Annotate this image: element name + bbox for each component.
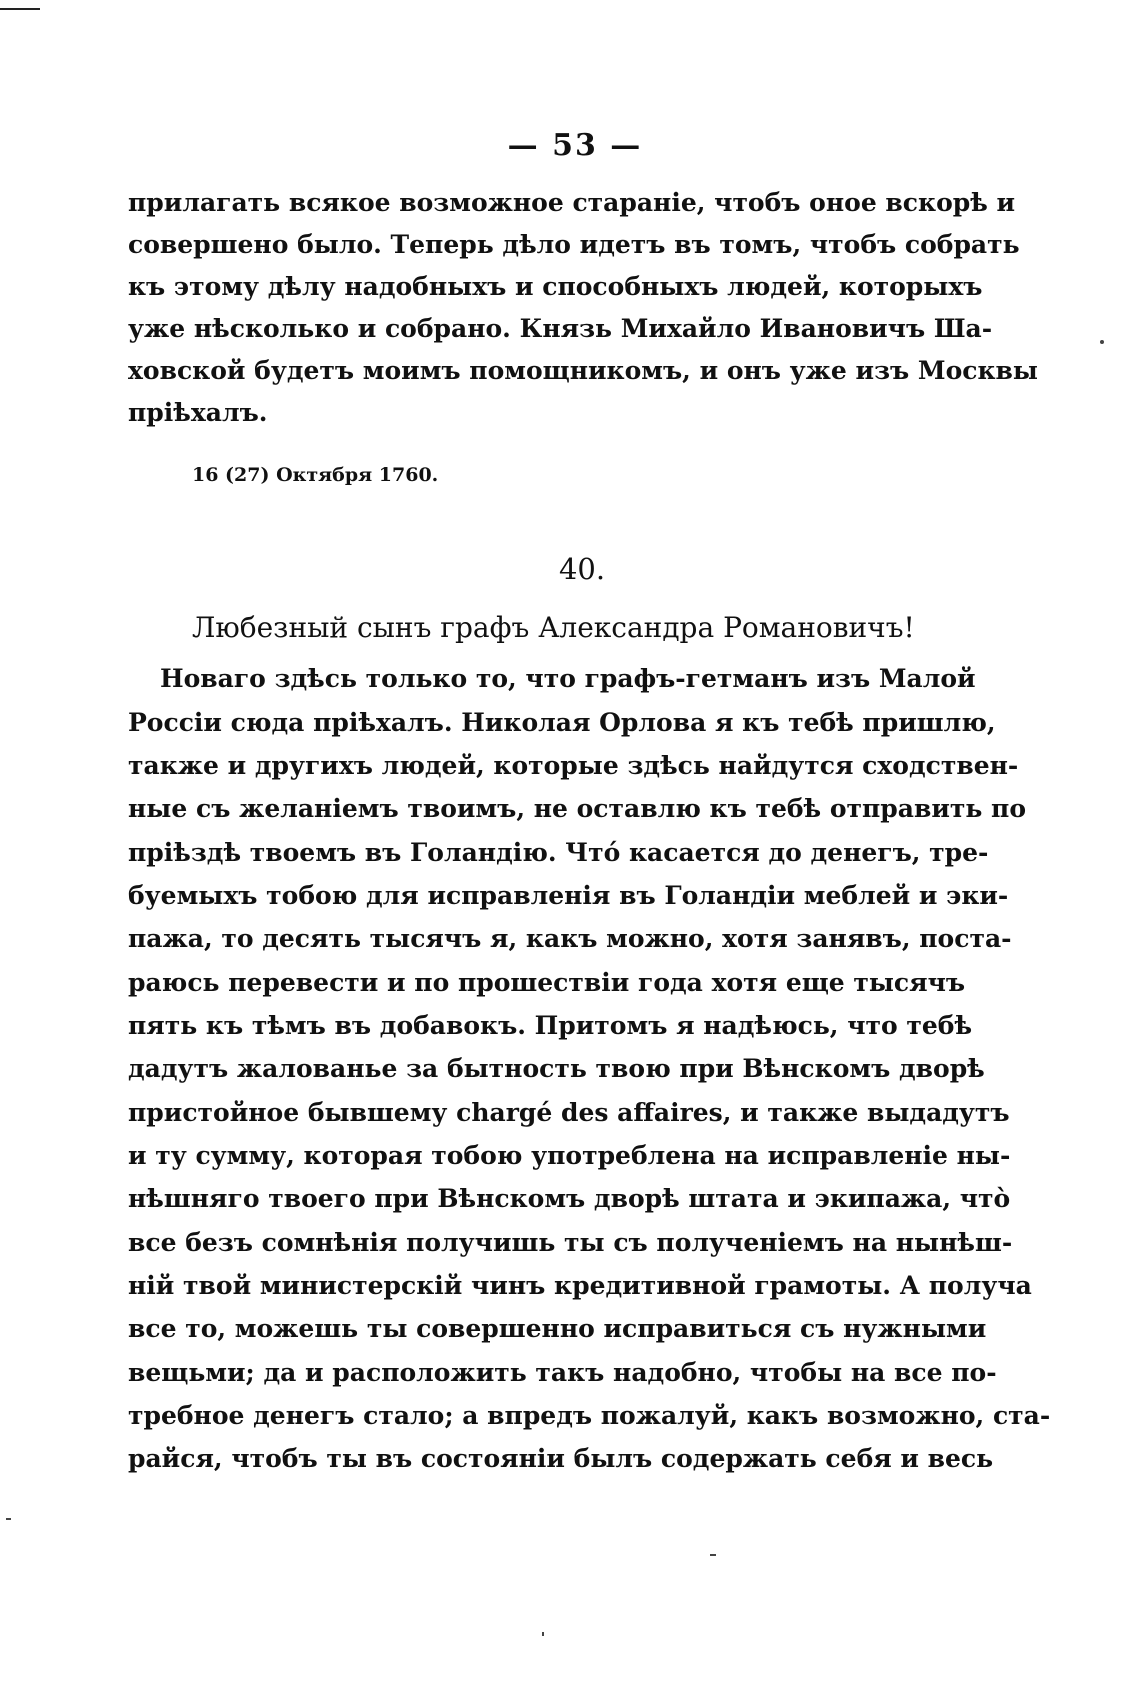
scan-speck (6, 1518, 11, 1520)
body-line-17: вещьми; да и расположить такъ надобно, чтобы на все по- (128, 1358, 997, 1387)
body-line-16: все то, можешь ты совершенно исправиться съ нужными (128, 1314, 987, 1343)
body-line-5: пріѣздѣ твоемъ въ Голандію. Что́ касается до денегъ, тре- (128, 838, 989, 867)
page-number: — 53 — (507, 128, 643, 163)
body-line-9: пять къ тѣмъ въ добавокъ. Притомъ я надѣюсь, что тебѣ (128, 1011, 973, 1040)
body-line-10: дадутъ жалованье за бытность твою при Вѣнскомъ дворѣ (128, 1054, 985, 1083)
body-line-6: буемыхъ тобою для исправленія въ Голандіи меблей и эки- (128, 881, 1009, 910)
letter-number: 40. (558, 552, 606, 586)
body-line-19: райся, чтобъ ты въ состояніи былъ содержать себя и весь (128, 1444, 994, 1473)
salutation: Любезный сынъ графъ Александра Романовичъ! (192, 611, 915, 644)
body-line-14: все безъ сомнѣнія получишь ты съ полученіемъ на нынѣш- (128, 1228, 1013, 1257)
scan-speck (1100, 340, 1104, 344)
continuation-line-4: уже нѣсколько и собрано. Князь Михайло Ивановичъ Ша- (128, 314, 993, 343)
body-line-15: ній твой министерскій чинъ кредитивной грамоты. А получа (128, 1271, 1032, 1300)
body-line-2: Россіи сюда пріѣхалъ. Николая Орлова я къ тебѣ пришлю, (128, 708, 996, 737)
body-line-3: также и другихъ людей, которые здѣсь найдутся сходствен- (128, 751, 1019, 780)
body-line-4: ные съ желаніемъ твоимъ, не оставлю къ тебѣ отправить по (128, 794, 1027, 823)
body-line-18: требное денегъ стало; а впредъ пожалуй, какъ возможно, ста- (128, 1401, 1051, 1430)
body-line-7: пажа, то десять тысячъ я, какъ можно, хотя занявъ, поста- (128, 924, 1012, 953)
body-line-11: пристойное бывшему chargé des affaires, и также выдадутъ (128, 1098, 1010, 1127)
body-line-1: Новаго здѣсь только то, что графъ-гетманъ изъ Малой (160, 664, 976, 693)
continuation-line-5: ховской будетъ моимъ помощникомъ, и онъ уже изъ Москвы (128, 356, 1038, 385)
continuation-line-1: прилагать всякое возможное стараніе, чтобъ оное вскорѣ и (128, 188, 1016, 217)
body-line-12: и ту сумму, которая тобою употреблена на исправленіе ны- (128, 1141, 1011, 1170)
scan-edge-rule (0, 8, 40, 10)
scan-speck (542, 1632, 544, 1636)
body-line-8: раюсь перевести и по прошествіи года хотя еще тысячъ (128, 968, 966, 997)
continuation-line-3: къ этому дѣлу надобныхъ и способныхъ людей, которыхъ (128, 272, 983, 301)
continuation-line-2: совершено было. Теперь дѣло идетъ въ томъ, чтобъ собрать (128, 230, 1020, 259)
continuation-line-6: пріѣхалъ. (128, 398, 268, 427)
letter-date: 16 (27) Октября 1760. (192, 464, 439, 486)
scan-speck (710, 1554, 716, 1556)
body-line-13: нѣшняго твоего при Вѣнскомъ дворѣ штата и экипажа, что̀ (128, 1184, 1011, 1213)
